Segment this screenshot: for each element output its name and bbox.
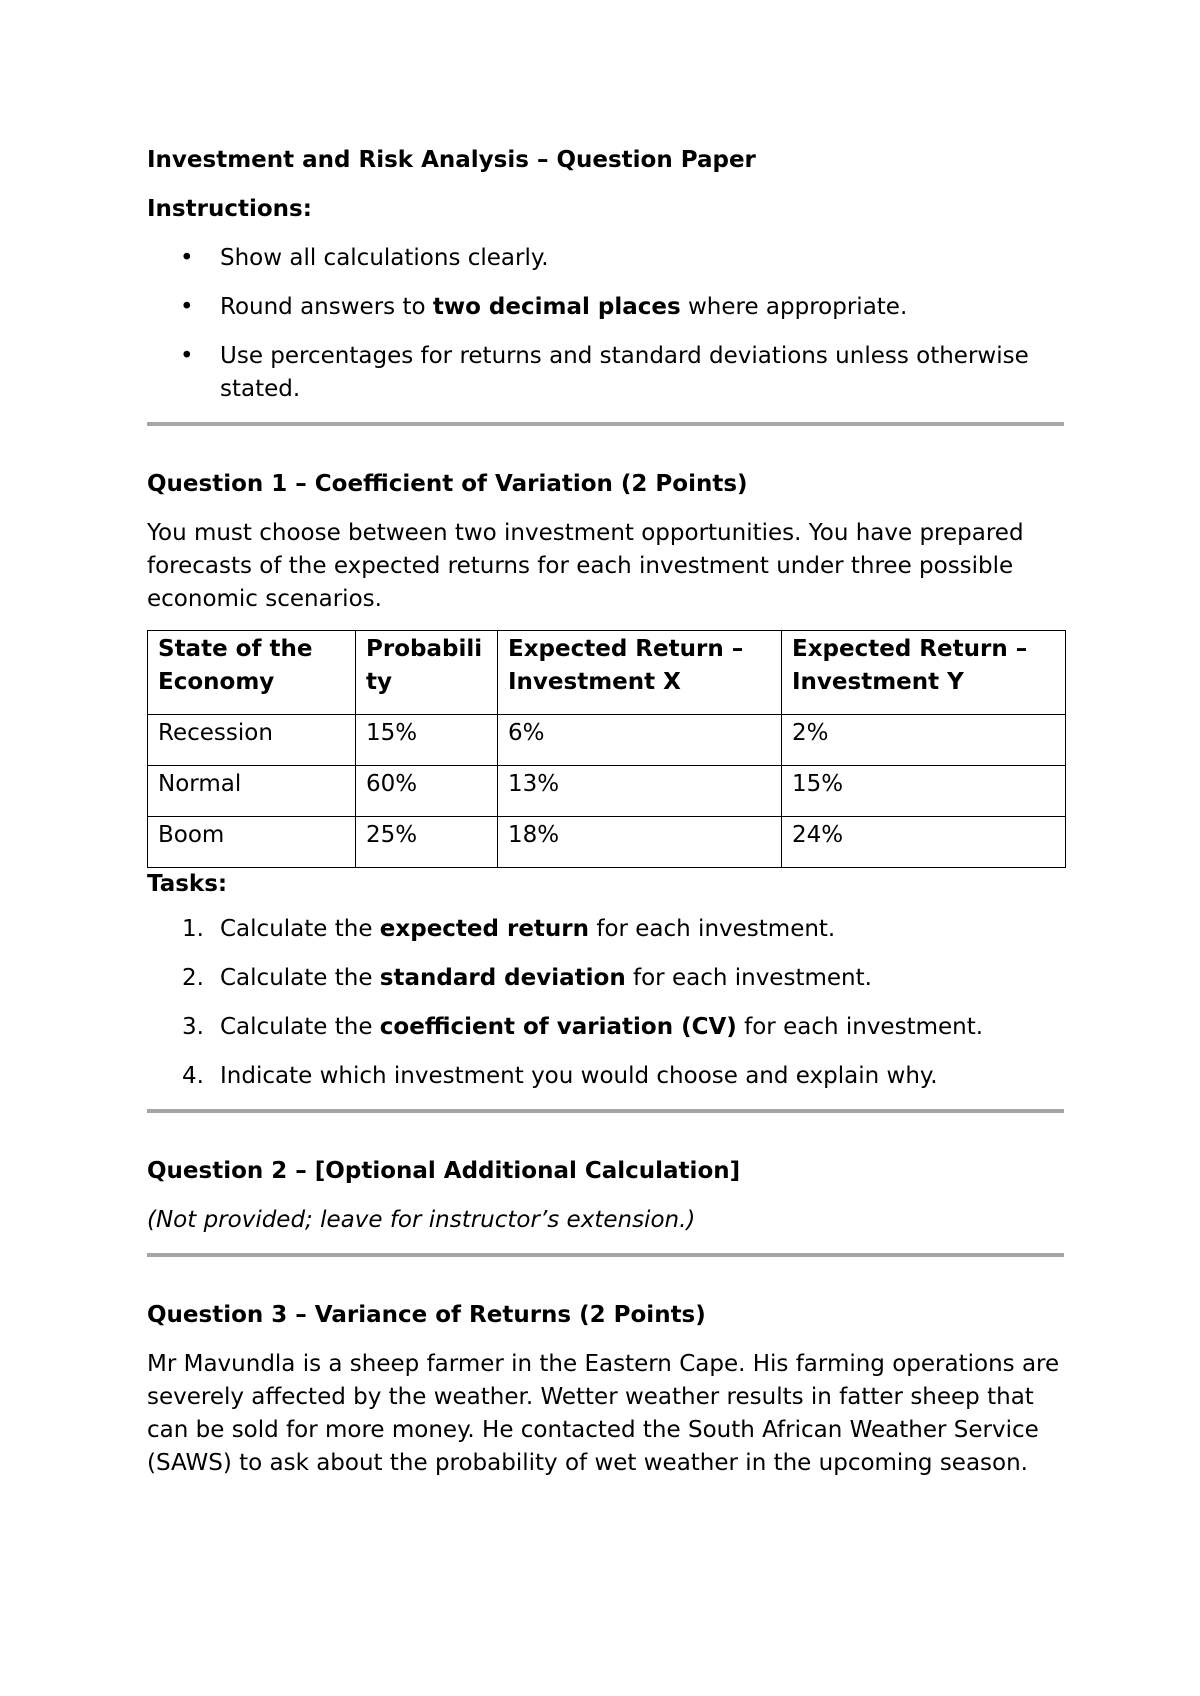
instruction-text: Use percentages for returns and standard deviations unless otherwise stated. xyxy=(220,343,1029,402)
bullet-icon: • xyxy=(180,343,194,369)
instruction-item xyxy=(147,291,1064,324)
task-emphasis: coefficient of variation (CV) xyxy=(379,1014,737,1040)
scenario-table xyxy=(147,630,1066,868)
table-cell: Recession xyxy=(148,715,356,766)
task-item xyxy=(147,1011,1064,1044)
table-header-row xyxy=(148,631,1066,715)
table-cell: 15% xyxy=(782,766,1066,817)
table-row xyxy=(148,715,1066,766)
task-emphasis: expected return xyxy=(379,916,590,942)
task-text: Indicate which investment you would choose and explain why. xyxy=(220,1063,938,1089)
table-cell: Boom xyxy=(148,817,356,868)
task-text: Calculate the xyxy=(220,916,380,942)
section-divider xyxy=(147,422,1064,426)
instruction-item xyxy=(147,340,1064,406)
section-divider xyxy=(147,1253,1064,1257)
question-1-heading: Question 1 – Coefficient of Variation (2 Points) xyxy=(147,471,748,497)
table-cell: 25% xyxy=(356,817,498,868)
task-number: 1. xyxy=(182,916,204,942)
bullet-icon: • xyxy=(180,245,194,271)
task-text: Calculate the xyxy=(220,965,380,991)
table-row xyxy=(148,766,1066,817)
page-title: Investment and Risk Analysis – Question Paper xyxy=(147,147,756,173)
task-text: for each investment. xyxy=(736,1014,984,1040)
table-header-cell: Expected Return – Investment Y xyxy=(782,631,1066,715)
table-header-cell: Expected Return – Investment X xyxy=(498,631,782,715)
task-number: 4. xyxy=(182,1063,204,1089)
question-1-intro: You must choose between two investment opportunities. You have prepared forecasts of the expected returns for each investment under three possible economic scenarios. xyxy=(147,520,1024,612)
table-row xyxy=(148,817,1066,868)
question-2-note: (Not provided; leave for instructor’s extension.) xyxy=(147,1207,696,1233)
question-2-heading: Question 2 – [Optional Additional Calculation] xyxy=(147,1158,741,1184)
task-text: Calculate the xyxy=(220,1014,380,1040)
table-cell: 60% xyxy=(356,766,498,817)
instructions-label: Instructions: xyxy=(147,196,312,222)
table-cell: Normal xyxy=(148,766,356,817)
table-cell: 2% xyxy=(782,715,1066,766)
document-content xyxy=(147,144,1064,1496)
table-cell: 18% xyxy=(498,817,782,868)
task-text: for each investment. xyxy=(589,916,836,942)
task-item xyxy=(147,962,1064,995)
instruction-item xyxy=(147,242,1064,275)
tasks-label: Tasks: xyxy=(147,871,228,897)
task-number: 3. xyxy=(182,1014,204,1040)
task-item xyxy=(147,913,1064,946)
instruction-text: Round answers to xyxy=(220,294,433,320)
table-cell: 24% xyxy=(782,817,1066,868)
section-divider xyxy=(147,1109,1064,1113)
instruction-text: Show all calculations clearly. xyxy=(220,245,549,271)
question-3-heading: Question 3 – Variance of Returns (2 Points) xyxy=(147,1302,706,1328)
tasks-list xyxy=(147,913,1064,1093)
table-cell: 13% xyxy=(498,766,782,817)
instruction-emphasis: two decimal places xyxy=(432,294,681,320)
bullet-icon: • xyxy=(180,294,194,320)
table-header-text: Probability xyxy=(366,636,483,695)
table-header-cell xyxy=(356,631,498,715)
instruction-text: where appropriate. xyxy=(680,294,908,320)
task-item xyxy=(147,1060,1064,1093)
table-cell: 15% xyxy=(356,715,498,766)
instructions-list xyxy=(147,242,1064,406)
table-cell: 6% xyxy=(498,715,782,766)
task-text: for each investment. xyxy=(625,965,872,991)
table-header-cell: State of the Economy xyxy=(148,631,356,715)
task-number: 2. xyxy=(182,965,204,991)
question-3-body: Mr Mavundla is a sheep farmer in the Eastern Cape. His farming operations are severely affected by the weather. Wetter weather results in fatter sheep that can be sold for more money. He contacted the South African Weather Service (SAWS) to ask about the probability of wet weather in the upcoming season. xyxy=(147,1351,1060,1476)
task-emphasis: standard deviation xyxy=(379,965,626,991)
